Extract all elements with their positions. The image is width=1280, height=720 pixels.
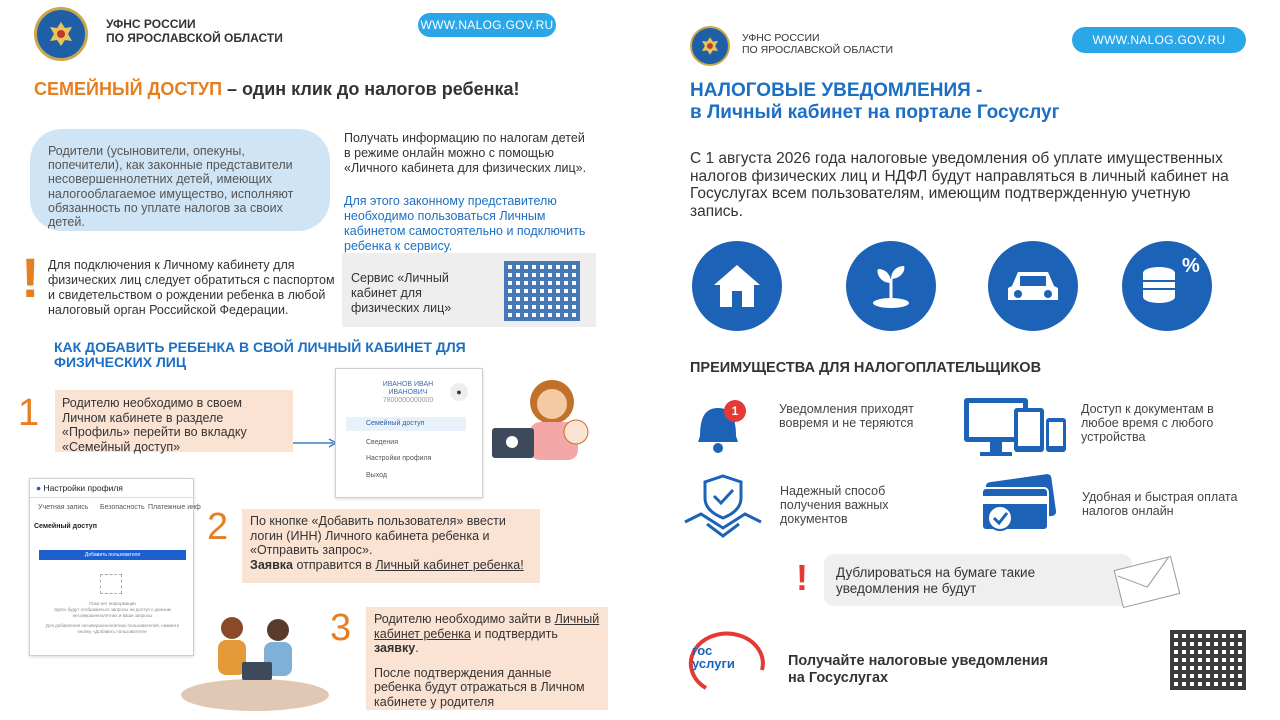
paper-note-box: Дублироваться на бумаге такие уведомления не будут <box>824 554 1132 606</box>
profile-menu-card <box>335 368 483 498</box>
how-to-heading: КАК ДОБАВИТЬ РЕБЕНКА В СВОЙ ЛИЧНЫЙ КАБИНЕТ ДЛЯ ФИЗИЧЕСКИХ ЛИЦ <box>54 339 466 370</box>
parents-box: Родители (усыновители, опекуны, попечители), как законные представители несовершеннолетних детей, имеющих налогооблагаемое имущество, исполняют обязанность по уплате налогов за своих детей. <box>30 129 330 231</box>
step-2-number: 2 <box>207 506 229 548</box>
representative-text: Для этого законному представителю необходимо пользоваться Личным кабинетом самостоятельно и подключить ребенка к сервису. <box>344 194 586 253</box>
org-name: УФНС РОССИИ ПО ЯРОСЛАВСКОЙ ОБЛАСТИ <box>106 17 283 45</box>
qr-code-icon[interactable] <box>504 261 580 321</box>
step-1-number: 1 <box>18 392 40 434</box>
coins-percent-icon: % <box>1122 241 1212 331</box>
benefit-4-text: Удобная и быстрая оплата налогов онлайн <box>1082 490 1238 518</box>
tab-payment[interactable]: Платежные инф <box>148 504 201 511</box>
fns-emblem-icon <box>34 7 88 61</box>
envelope-icon <box>1112 553 1182 605</box>
empty-state-text: Пока нет информации Здесь будут отображаться запросы на доступ к данным несовершеннолетних и ваши запросы Для добавления несовершеннолетних пользователей, нажмите кнопку «Добавить пользователя» <box>45 601 180 634</box>
benefit-1-text: Уведомления приходят вовремя и не теряются <box>779 402 914 430</box>
service-box <box>342 253 596 327</box>
menu-item-settings[interactable]: Настройки профиля <box>366 455 432 462</box>
page-title: СЕМЕЙНЫЙ ДОСТУП – один клик до налогов ребенка! <box>34 79 520 99</box>
benefit-3-text: Надежный способ получения важных документов <box>780 484 889 526</box>
bell-icon <box>686 396 750 454</box>
page-title: НАЛОГОВЫЕ УВЕДОМЛЕНИЯ - в Личный кабинет на портале Госуслуг <box>690 80 1060 123</box>
site-link[interactable]: WWW.NALOG.GOV.RU <box>418 13 556 37</box>
step-3-box: Родителю необходимо зайти в Личный кабинет ребенка и подтвердить заявку. После подтверждения данные ребенка будут отражаться в Личном кабинете у родителя <box>366 607 608 710</box>
menu-item-family-access[interactable]: Семейный доступ <box>346 417 466 431</box>
notification-badge: 1 <box>724 400 746 422</box>
plant-sprout-icon <box>846 241 936 331</box>
family-illustration-icon <box>180 610 330 710</box>
mother-with-baby-icon <box>490 372 602 462</box>
online-text: Получать информацию по налогам детей в режиме онлайн можно с помощью «Личного кабинета для физических лиц». <box>344 131 587 175</box>
settings-title: ● Настройки профиля <box>36 483 123 493</box>
user-icon[interactable]: ● <box>450 383 468 401</box>
org-name: УФНС РОССИИ ПО ЯРОСЛАВСКОЙ ОБЛАСТИ <box>742 32 894 56</box>
profile-name: ИВАНОВ ИВАН ИВАНОВИЧ 7800000000000 <box>382 381 434 404</box>
benefits-heading: ПРЕИМУЩЕСТВА ДЛЯ НАЛОГОПЛАТЕЛЬЩИКОВ <box>690 360 1042 376</box>
gosuslugi-logo: гос услуги <box>690 630 768 690</box>
exclamation-icon: ! <box>21 246 40 309</box>
menu-item-info[interactable]: Сведения <box>366 439 398 446</box>
fns-emblem-icon <box>690 26 730 66</box>
service-label: Сервис «Личный кабинет для физических лиц» <box>351 271 452 315</box>
intro-text: С 1 августа 2026 года налоговые уведомления об уплате имущественных налогов физических лиц и НДФЛ будут направляться в личный кабинет на Госуслугах всем пользователям, имеющим подтвержденную учетную запись. <box>690 150 1229 220</box>
footer-text: Получайте налоговые уведомления на Госуслугах <box>788 653 1049 686</box>
empty-box-icon <box>100 574 122 594</box>
handshake-shield-icon <box>683 474 763 540</box>
menu-item-logout[interactable]: Выход <box>366 472 387 479</box>
step-2-box: По кнопке «Добавить пользователя» ввести логин (ИНН) Личного кабинета ребенка и «Отправить запрос». Заявка отправится в Личный кабинет ребенка! <box>242 509 540 583</box>
tab-security[interactable]: Безопасность <box>100 504 145 511</box>
exclamation-icon: ! <box>796 557 808 598</box>
step-3-number: 3 <box>330 607 352 649</box>
step-1-box: Родителю необходимо в своем Личном кабинете в разделе «Профиль» перейти во вкладку «Семейный доступ» <box>55 390 293 452</box>
qr-code-icon[interactable] <box>1170 630 1246 690</box>
house-icon <box>692 241 782 331</box>
section-family-access: Семейный доступ <box>34 523 97 530</box>
add-user-button[interactable]: Добавить пользователя <box>39 550 186 560</box>
benefit-2-text: Доступ к документам в любое время с любого устройства <box>1081 402 1214 444</box>
car-icon <box>988 241 1078 331</box>
devices-icon <box>962 396 1068 462</box>
arrow-right-icon <box>293 436 338 450</box>
site-link[interactable]: WWW.NALOG.GOV.RU <box>1072 27 1246 53</box>
connect-text: Для подключения к Личному кабинету для физических лиц следует обратиться с паспортом и свидетельством о рождении ребенка в любой налоговый орган Российской Федерации. <box>48 258 335 317</box>
settings-card <box>29 478 201 656</box>
tab-account[interactable]: Учетная запись <box>38 504 89 511</box>
credit-card-check-icon <box>978 474 1058 536</box>
